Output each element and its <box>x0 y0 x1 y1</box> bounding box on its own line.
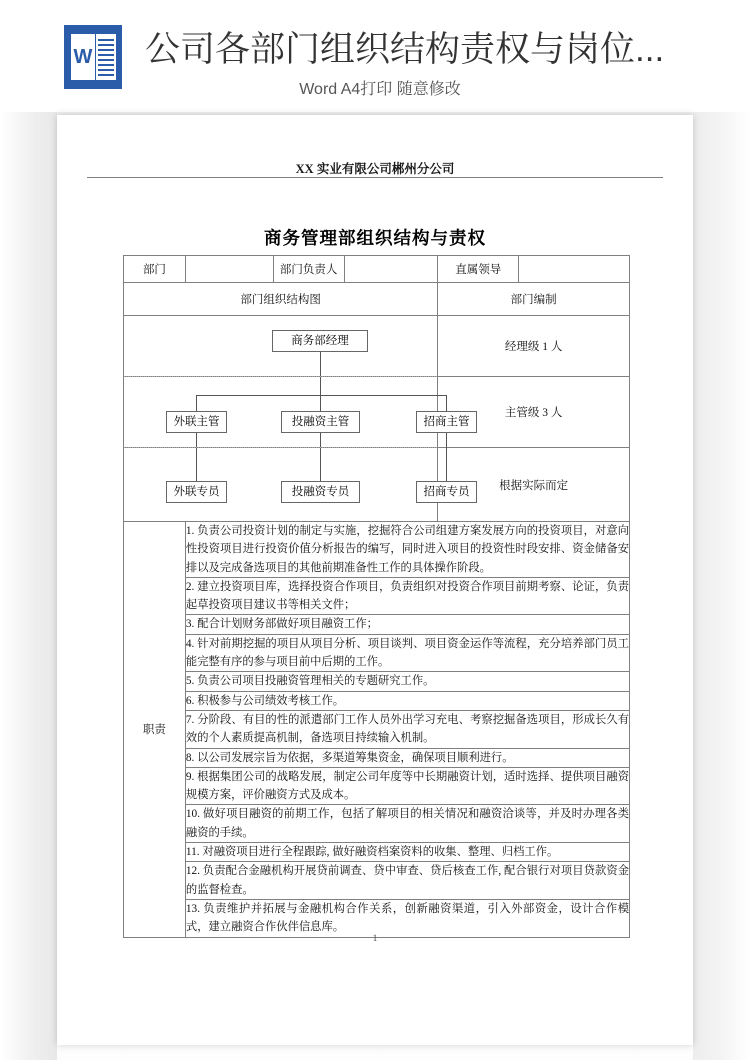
table-row-duty <box>124 577 630 615</box>
cell-duty-item: 9. 根据集团公司的战略发展，制定公司年度等中长期融资计划，适时选择、提供项目融资规模方案，评价融资方式及成本。 <box>185 767 629 805</box>
cell-duty-item: 6. 积极参与公司绩效考核工作。 <box>185 691 629 710</box>
page-title: 公司各部门组织结构责权与岗位... <box>145 30 665 69</box>
page-number: 1 <box>372 933 378 943</box>
cell-duty-item: 13. 负责维护并拓展与金融机构合作关系，创新融资渠道，引入外部资金，设计合作模式，建立融资合作伙伴信息库。 <box>185 899 629 937</box>
org-connector-tail-1 <box>196 448 197 481</box>
table-row-header <box>124 256 630 283</box>
org-box-supervisor-merchant: 招商主管 <box>416 411 477 433</box>
cell-duty-item: 3. 配合计划财务部做好项目融资工作； <box>185 615 629 634</box>
org-connector-to-box-1 <box>196 395 197 411</box>
table-row-subheader <box>124 283 630 316</box>
org-connector-down-1 <box>196 433 197 448</box>
org-chart-level-2 <box>124 377 470 448</box>
org-connector-bus <box>196 395 446 396</box>
table-row-duty <box>124 899 630 937</box>
cell-value-manager[interactable] <box>344 256 438 283</box>
word-icon <box>64 25 122 89</box>
cell-duty-item: 4. 针对前期挖掘的项目从项目分析、项目谈判、项目资金运作等流程，充分培养部门员工能完整有序的参与项目前中后期的工作。 <box>185 634 629 672</box>
page-subtitle: Word A4打印 随意修改 <box>299 81 461 98</box>
table-row-duty <box>124 862 630 900</box>
table-row-duty <box>124 615 630 634</box>
org-connector-down-3 <box>446 433 447 448</box>
org-box-supervisor-liaison: 外联主管 <box>166 411 227 433</box>
document-main-title: 商务管理部组织结构与责权 <box>264 228 486 248</box>
table-row-duty <box>124 710 630 748</box>
org-box-specialist-investment: 投融资专员 <box>281 481 360 503</box>
cell-duty-item: 5. 负责公司项目投融资管理相关的专题研究工作。 <box>185 672 629 691</box>
cell-label-manager: 部门负责人 <box>273 256 344 283</box>
table-row-duty <box>124 522 630 578</box>
cell-value-superior[interactable] <box>519 256 630 283</box>
company-header-rule <box>87 177 663 178</box>
cell-staffing-level-1: 经理级 1 人 <box>438 316 630 377</box>
org-box-specialist-liaison: 外联专员 <box>166 481 227 503</box>
table-row-duty <box>124 672 630 691</box>
org-box-supervisor-investment: 投融资主管 <box>281 411 360 433</box>
word-icon-letter: W <box>73 46 93 68</box>
org-connector-tail-3 <box>446 448 447 481</box>
table-row-duty <box>124 748 630 767</box>
word-icon-page-right <box>96 34 116 80</box>
cell-duty-item: 7. 分阶段、有目的性的派遣部门工作人员外出学习充电、考察挖掘备选项目，形成长久有效的个人素质提高机制，备选项目持续输入机制。 <box>185 710 629 748</box>
cell-duty-item: 12. 负责配合金融机构开展贷前调查、贷中审查、贷后核查工作, 配合银行对项目贷款资金的监督检查。 <box>185 862 629 900</box>
cell-org-chart-title: 部门组织结构图 <box>124 283 438 316</box>
table-row-duty <box>124 634 630 672</box>
cell-value-department[interactable] <box>185 256 273 283</box>
org-chart-level-3 <box>124 448 470 522</box>
page-header <box>0 0 750 112</box>
org-chart-level-1 <box>124 316 438 377</box>
org-connector-trunk <box>320 377 321 395</box>
page-background-right <box>693 112 750 1060</box>
table-row-org-level-1 <box>124 316 630 377</box>
cell-label-superior: 直属领导 <box>438 256 519 283</box>
document-sheet <box>57 115 693 1045</box>
cell-duty-item: 1. 负责公司投资计划的制定与实施，挖掘符合公司组建方案发展方向的投资项目，对意向性投资项目进行投资价值分析报告的编写，同时进入项目的投资性时段安排、资金储备安排以及完成备选项目的其他前期准备性工作的具体操作阶段。 <box>185 522 629 578</box>
cell-duty-item: 8. 以公司发展宗旨为依据，多渠道筹集资金，确保项目顺利进行。 <box>185 748 629 767</box>
cell-staffing-level-2: 主管级 3 人 <box>438 377 630 448</box>
cell-staffing-level-3: 根据实际而定 <box>438 448 630 522</box>
department-table <box>123 255 630 938</box>
table-row-duty <box>124 691 630 710</box>
org-box-specialist-merchant: 招商专员 <box>416 481 477 503</box>
org-connector-to-box-3 <box>446 395 447 411</box>
org-connector-manager-down <box>320 352 321 377</box>
cell-duty-item: 10. 做好项目融资的前期工作，包括了解项目的相关情况和融资洽谈等，并及时办理各类融资的手续。 <box>185 805 629 843</box>
cell-duty-label: 职责 <box>124 522 186 938</box>
org-box-manager: 商务部经理 <box>272 330 368 352</box>
table-row-duty <box>124 843 630 862</box>
table-row-duty <box>124 805 630 843</box>
org-connector-to-box-2 <box>320 395 321 411</box>
cell-staffing-title: 部门编制 <box>438 283 630 316</box>
cell-label-department: 部门 <box>124 256 186 283</box>
table-row-org-level-2 <box>124 377 630 448</box>
table-row-org-level-3 <box>124 448 630 522</box>
table-row-duty <box>124 767 630 805</box>
page-background-left <box>0 112 57 1060</box>
cell-duty-item: 2. 建立投资项目库，选择投资合作项目，负责组织对投资合作项目前期考察、论证，负责起草投资项目建议书等相关文件； <box>185 577 629 615</box>
org-connector-down-2 <box>320 433 321 448</box>
cell-duty-item: 11. 对融资项目进行全程跟踪, 做好融资档案资料的收集、整理、归档工作。 <box>185 843 629 862</box>
company-header-line: XX 实业有限公司郴州分公司 <box>295 162 455 176</box>
org-connector-tail-2 <box>320 448 321 481</box>
